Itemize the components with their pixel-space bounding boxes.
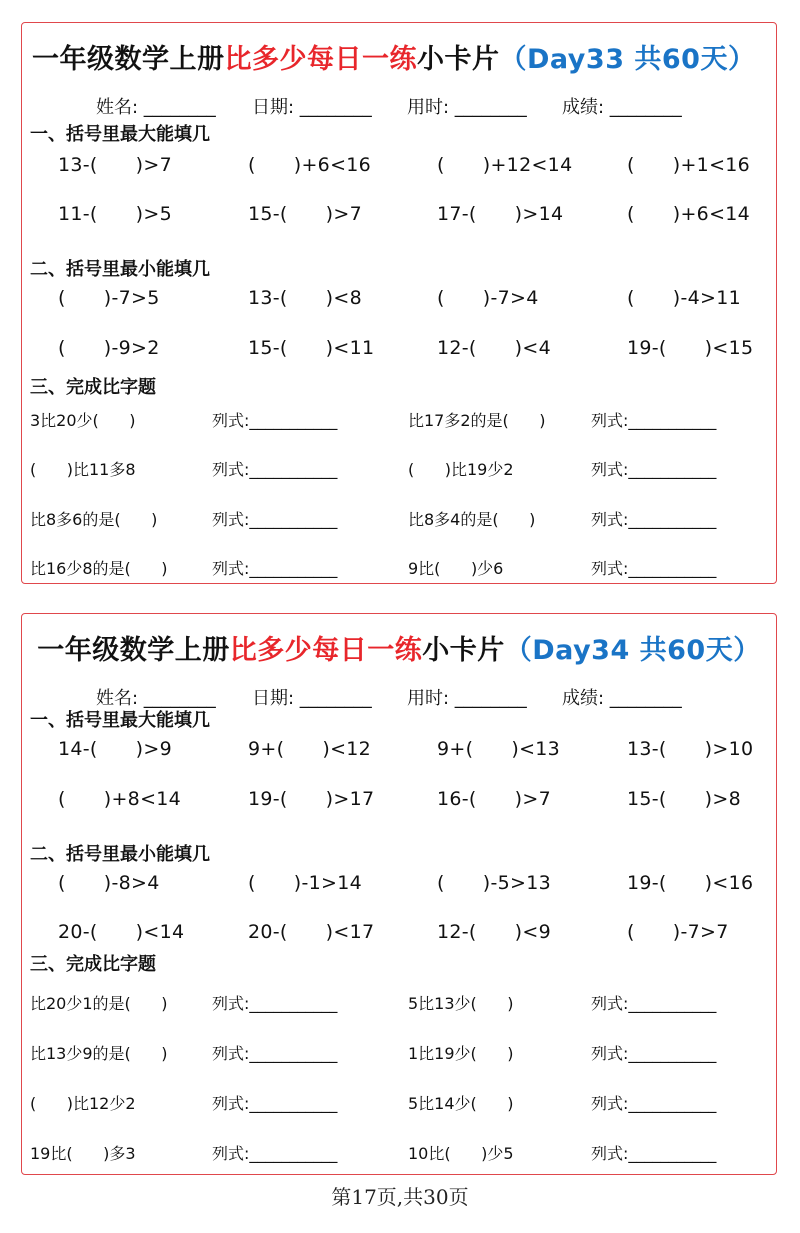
word-question[interactable]: 5比13少( )	[408, 994, 514, 1013]
equation-blank[interactable]: 列式:___________	[212, 510, 338, 529]
question-item[interactable]: 17-( )>14	[437, 203, 564, 225]
question-item[interactable]: 9+( )<13	[437, 738, 561, 760]
question-item[interactable]: ( )-9>2	[58, 337, 160, 359]
title-prefix: 一年级数学上册	[37, 635, 230, 666]
time-field[interactable]: 用时: ________	[407, 97, 527, 118]
question-item[interactable]: 19-( )<15	[627, 337, 754, 359]
question-item[interactable]: 12-( )<4	[437, 337, 552, 359]
word-question[interactable]: ( )比11多8	[30, 460, 136, 479]
question-item[interactable]: 20-( )<17	[248, 921, 375, 943]
question-item[interactable]: ( )-5>13	[437, 872, 552, 894]
word-question[interactable]: 5比14少( )	[408, 1094, 514, 1113]
time-field[interactable]: 用时: ________	[407, 688, 527, 709]
word-question[interactable]: 比8多4的是( )	[408, 510, 536, 529]
practice-card-day33	[21, 22, 777, 584]
title-suffix: 小卡片	[417, 44, 500, 75]
question-item[interactable]: ( )-8>4	[58, 872, 160, 894]
title-highlight: 比多少每日一练	[229, 635, 423, 666]
card-title	[22, 628, 776, 667]
equation-blank[interactable]: 列式:___________	[591, 1044, 717, 1063]
question-item[interactable]: ( )-1>14	[248, 872, 363, 894]
word-question[interactable]: 比13少9的是( )	[30, 1044, 168, 1063]
section-heading: 一、括号里最大能填几	[30, 710, 210, 731]
word-question[interactable]: 比17多2的是( )	[408, 411, 546, 430]
question-item[interactable]: 19-( )<16	[627, 872, 754, 894]
equation-blank[interactable]: 列式:___________	[212, 994, 338, 1013]
word-question[interactable]: ( )比12少2	[30, 1094, 136, 1113]
equation-blank[interactable]: 列式:___________	[591, 1094, 717, 1113]
equation-blank[interactable]: 列式:___________	[212, 411, 338, 430]
word-question[interactable]: 19比( )多3	[30, 1144, 136, 1163]
question-item[interactable]: ( )+12<14	[437, 154, 573, 176]
question-item[interactable]: ( )+6<14	[627, 203, 751, 225]
question-item[interactable]: 19-( )>17	[248, 788, 375, 810]
equation-blank[interactable]: 列式:___________	[591, 510, 717, 529]
equation-blank[interactable]: 列式:___________	[591, 411, 717, 430]
word-question[interactable]: 9比( )少6	[408, 559, 504, 578]
word-question[interactable]: 比8多6的是( )	[30, 510, 158, 529]
question-item[interactable]: ( )+1<16	[627, 154, 751, 176]
equation-blank[interactable]: 列式:___________	[591, 1144, 717, 1163]
title-suffix: 小卡片	[422, 635, 505, 666]
equation-blank[interactable]: 列式:___________	[591, 994, 717, 1013]
question-item[interactable]: 13-( )>7	[58, 154, 173, 176]
name-field[interactable]: 姓名: ________	[96, 97, 216, 118]
question-item[interactable]: 15-( )<11	[248, 337, 375, 359]
section-heading: 三、完成比字题	[30, 954, 156, 975]
word-question[interactable]: 3比20少( )	[30, 411, 136, 430]
equation-blank[interactable]: 列式:___________	[212, 1044, 338, 1063]
score-field[interactable]: 成绩: ________	[562, 97, 682, 118]
card-title	[32, 37, 776, 76]
question-item[interactable]: 9+( )<12	[248, 738, 372, 760]
page-number: 第17页,共30页	[331, 1185, 469, 1209]
question-item[interactable]: 11-( )>5	[58, 203, 173, 225]
section-heading: 二、括号里最小能填几	[30, 259, 210, 280]
word-question[interactable]: 10比( )少5	[408, 1144, 514, 1163]
word-question[interactable]: 1比19少( )	[408, 1044, 514, 1063]
question-item[interactable]: 13-( )>10	[627, 738, 754, 760]
date-field[interactable]: 日期: ________	[252, 688, 372, 709]
section-heading: 一、括号里最大能填几	[30, 124, 210, 145]
equation-blank[interactable]: 列式:___________	[591, 559, 717, 578]
question-item[interactable]: ( )-7>4	[437, 287, 539, 309]
title-prefix: 一年级数学上册	[32, 44, 225, 75]
question-item[interactable]: ( )-7>7	[627, 921, 729, 943]
name-field[interactable]: 姓名: ________	[96, 688, 216, 709]
question-item[interactable]: 14-( )>9	[58, 738, 173, 760]
title-day-count: （Day33 共60天）	[499, 44, 756, 75]
question-item[interactable]: ( )+8<14	[58, 788, 182, 810]
question-item[interactable]: 13-( )<8	[248, 287, 363, 309]
equation-blank[interactable]: 列式:___________	[212, 559, 338, 578]
equation-blank[interactable]: 列式:___________	[212, 1094, 338, 1113]
equation-blank[interactable]: 列式:___________	[591, 460, 717, 479]
section-heading: 二、括号里最小能填几	[30, 844, 210, 865]
word-question[interactable]: 比16少8的是( )	[30, 559, 168, 578]
word-question[interactable]: 比20少1的是( )	[30, 994, 168, 1013]
question-item[interactable]: 12-( )<9	[437, 921, 552, 943]
practice-card-day34	[21, 613, 777, 1175]
question-item[interactable]: 15-( )>8	[627, 788, 742, 810]
question-item[interactable]: 15-( )>7	[248, 203, 363, 225]
question-item[interactable]: 20-( )<14	[58, 921, 185, 943]
title-highlight: 比多少每日一练	[224, 44, 417, 75]
section-heading: 三、完成比字题	[30, 377, 156, 398]
equation-blank[interactable]: 列式:___________	[212, 460, 338, 479]
question-item[interactable]: ( )-7>5	[58, 287, 160, 309]
question-item[interactable]: 16-( )>7	[437, 788, 552, 810]
title-day-count: （Day34 共60天）	[504, 635, 761, 666]
score-field[interactable]: 成绩: ________	[562, 688, 682, 709]
question-item[interactable]: ( )-4>11	[627, 287, 742, 309]
word-question[interactable]: ( )比19少2	[408, 460, 514, 479]
question-item[interactable]: ( )+6<16	[248, 154, 372, 176]
equation-blank[interactable]: 列式:___________	[212, 1144, 338, 1163]
date-field[interactable]: 日期: ________	[252, 97, 372, 118]
